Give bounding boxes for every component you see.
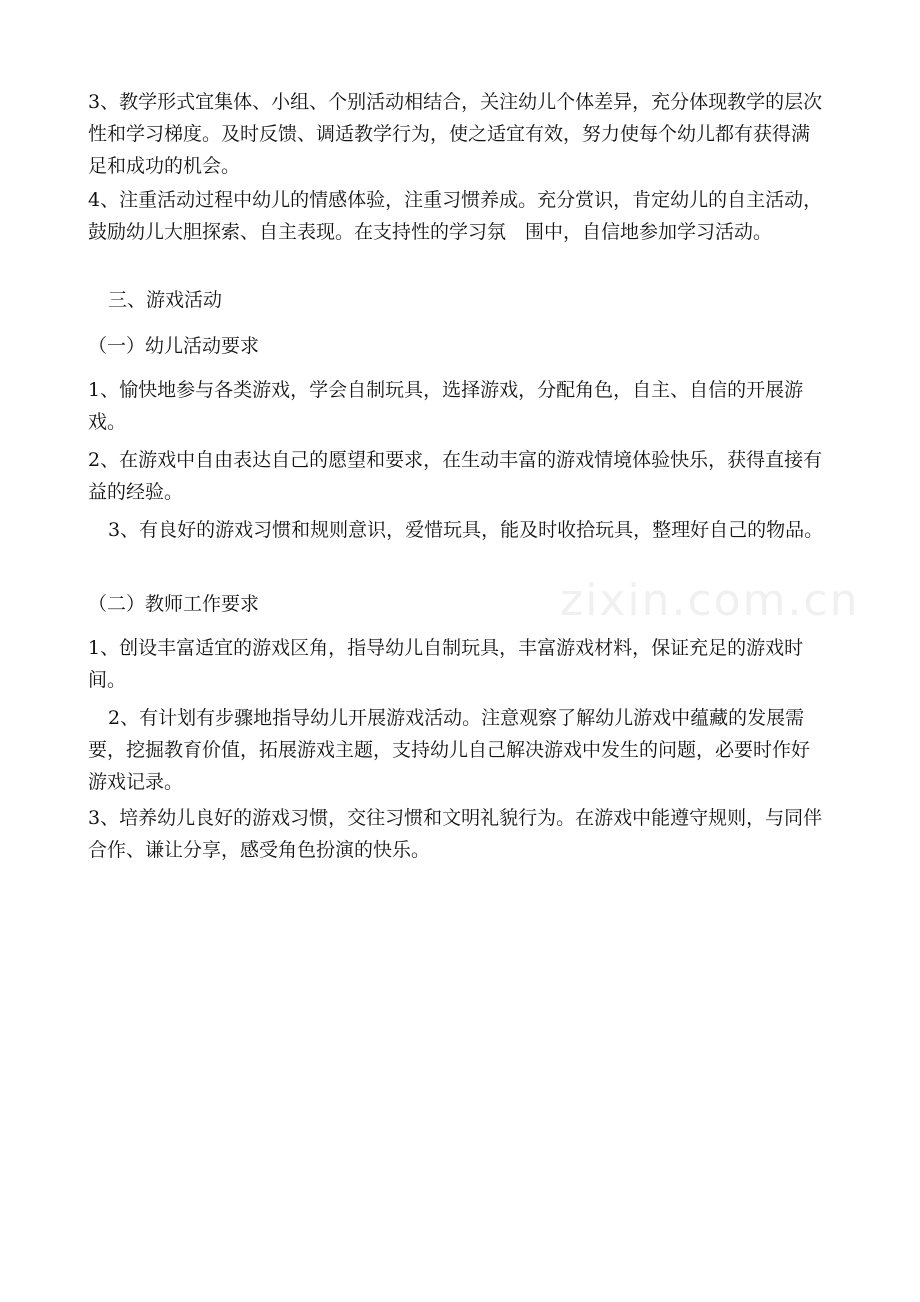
watermark-text: zixin.com.cn: [560, 575, 860, 626]
paragraph-child-req-2: 2、在游戏中自由表达自己的愿望和要求，在生动丰富的游戏情境体验快乐，获得直接有益的经验。: [88, 449, 823, 503]
paragraph-child-req-1: 1、愉快地参与各类游戏，学会自制玩具，选择游戏，分配角色，自主、自信的开展游戏。: [88, 379, 804, 433]
paragraph-teacher-req-1: 1、创设丰富适宜的游戏区角，指导幼儿自制玩具，丰富游戏材料，保证充足的游戏时间。: [88, 637, 804, 691]
paragraph-teaching-form: 3、教学形式宜集体、小组、个别活动相结合，关注幼儿个体差异，充分体现教学的层次性和学习梯度。及时反馈、调适教学行为，使之适宜有效，努力使每个幼儿都有获得满足和成功的机会。: [88, 91, 823, 177]
section-heading-game-activities: 三、游戏活动: [108, 289, 223, 311]
subsection-heading-child-requirements: （一）幼儿活动要求: [88, 335, 260, 357]
paragraph-teacher-req-3: 3、培养幼儿良好的游戏习惯，交往习惯和文明礼貌行为。在游戏中能遵守规则，与同伴合作、谦让分享，感受角色扮演的快乐。: [88, 807, 823, 861]
paragraph-child-req-3: 3、有良好的游戏习惯和规则意识，爱惜玩具，能及时收拾玩具，整理好自己的物品。: [108, 519, 824, 541]
paragraph-emotional-experience: 4、注重活动过程中幼儿的情感体验，注重习惯养成。充分赏识，肯定幼儿的自主活动，鼓励幼儿大胆探索、自主表现。在支持性的学习氛 围中，自信地参加学习活动。: [88, 189, 823, 243]
subsection-heading-teacher-requirements: （二）教师工作要求: [88, 593, 260, 615]
paragraph-teacher-req-2: 2、有计划有步骤地指导幼儿开展游戏活动。注意观察了解幼儿游戏中蕴藏的发展需要，挖掘教育价值，拓展游戏主题，支持幼儿自己解决游戏中发生的问题，必要时作好游戏记录。: [88, 707, 811, 793]
